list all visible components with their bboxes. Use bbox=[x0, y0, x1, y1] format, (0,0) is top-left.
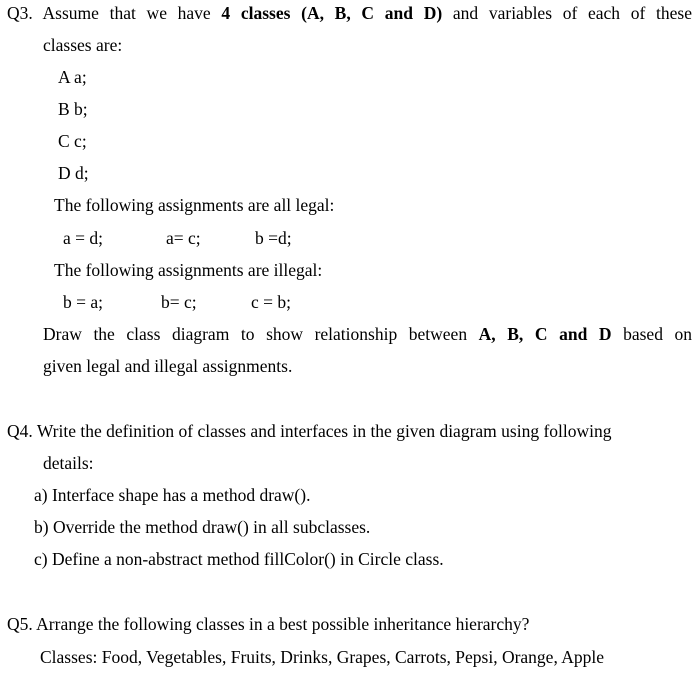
q3-line-1 bbox=[7, 3, 692, 23]
q4-line-2: details: bbox=[43, 453, 94, 473]
illegal-assignment-1: b = a; bbox=[63, 292, 103, 312]
q3-var-c: C c; bbox=[58, 131, 87, 151]
illegal-heading: The following assignments are illegal: bbox=[54, 260, 323, 280]
q3-var-a: A a; bbox=[58, 67, 87, 87]
q3-number: Q3. bbox=[7, 3, 33, 23]
q3-line-2: classes are: bbox=[43, 35, 123, 55]
q4-item-a: a) Interface shape has a method draw(). bbox=[34, 485, 311, 505]
q5-classes: Classes: Food, Vegetables, Fruits, Drinks, Grapes, Carrots, Pepsi, Orange, Apple bbox=[40, 647, 604, 667]
legal-assignment-2: a= c; bbox=[166, 228, 201, 248]
illegal-assignment-2: b= c; bbox=[161, 292, 197, 312]
illegal-assignment-3: c = b; bbox=[251, 292, 291, 312]
legal-heading: The following assignments are all legal: bbox=[54, 195, 335, 215]
draw-text-2: based on bbox=[623, 324, 693, 344]
draw-text-1: Draw the class diagram to show relationship between bbox=[43, 324, 468, 344]
q3-text-2: and variables of each of these bbox=[452, 3, 692, 23]
q3-draw-line bbox=[43, 324, 692, 344]
legal-assignment-3: b =d; bbox=[255, 228, 292, 248]
q3-classes-bold: 4 classes (A, B, C and D) bbox=[221, 3, 443, 23]
q3-text-1: Assume that we have bbox=[42, 3, 211, 23]
q4-line-1: Q4. Write the definition of classes and interfaces in the given diagram using following bbox=[7, 421, 612, 441]
q3-draw-cont: given legal and illegal assignments. bbox=[43, 356, 293, 376]
q4-item-b: b) Override the method draw() in all subclasses. bbox=[34, 517, 371, 537]
legal-assignment-1: a = d; bbox=[63, 228, 103, 248]
q4-item-c: c) Define a non-abstract method fillColor() in Circle class. bbox=[34, 549, 444, 569]
q3-var-d: D d; bbox=[58, 163, 89, 183]
q5-line-1: Q5. Arrange the following classes in a best possible inheritance hierarchy? bbox=[7, 614, 530, 634]
q3-var-b: B b; bbox=[58, 99, 88, 119]
draw-classes-bold: A, B, C and D bbox=[478, 324, 612, 344]
